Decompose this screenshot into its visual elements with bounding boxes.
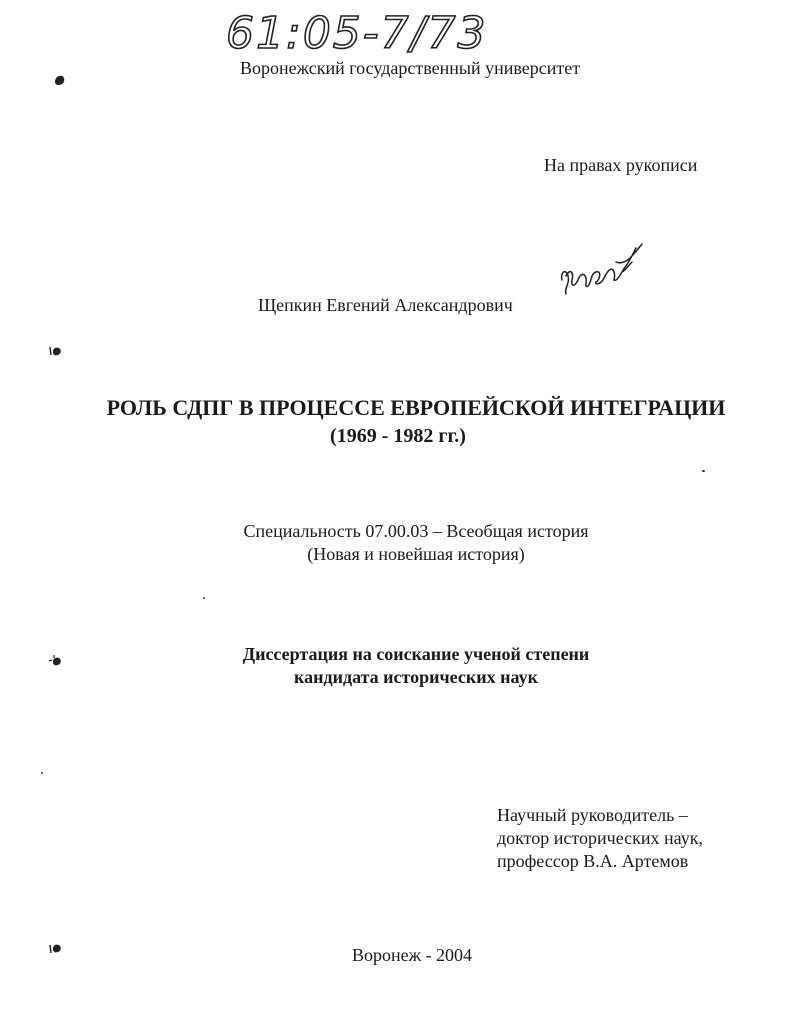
- university-name: Воронежский государственный университет: [240, 58, 581, 78]
- supervisor-line-3: профессор В.А. Артемов: [497, 851, 689, 871]
- specialty-block: [0, 520, 796, 566]
- city-year: Воронеж - 2004: [352, 945, 473, 965]
- punch-hole-mark-4: [48, 941, 64, 957]
- punch-hole-mark-2: [48, 343, 64, 359]
- title-line-2: (1969 - 1982 гг.): [330, 425, 466, 447]
- dissertation-title: [0, 394, 796, 450]
- manuscript-rights-note: На правах рукописи: [544, 155, 698, 175]
- archive-number-text: 61:05-7/73: [226, 8, 488, 56]
- title-line-1: РОЛЬ СДПГ В ПРОЦЕССЕ ЕВРОПЕЙСКОЙ ИНТЕГРАЦИИ: [106, 395, 726, 420]
- author-signature: [556, 222, 652, 302]
- scan-speck: [41, 772, 43, 774]
- scan-speck: [702, 470, 705, 472]
- handwritten-archive-number: [222, 4, 512, 56]
- supervisor-block: [497, 804, 703, 873]
- degree-statement: [0, 643, 796, 689]
- degree-line-1: Диссертация на соискание ученой степени: [242, 644, 590, 664]
- specialty-line-1: Специальность 07.00.03 – Всеобщая история: [243, 521, 589, 541]
- punch-hole-mark-1: [52, 72, 68, 88]
- specialty-line-2: (Новая и новейшая история): [307, 544, 525, 564]
- supervisor-line-2: доктор исторических наук,: [497, 828, 703, 848]
- author-name: Щепкин Евгений Александрович: [258, 295, 513, 315]
- degree-line-2: кандидата исторических наук: [294, 667, 538, 687]
- supervisor-line-1: Научный руководитель –: [497, 805, 688, 825]
- scan-speck: [203, 597, 205, 599]
